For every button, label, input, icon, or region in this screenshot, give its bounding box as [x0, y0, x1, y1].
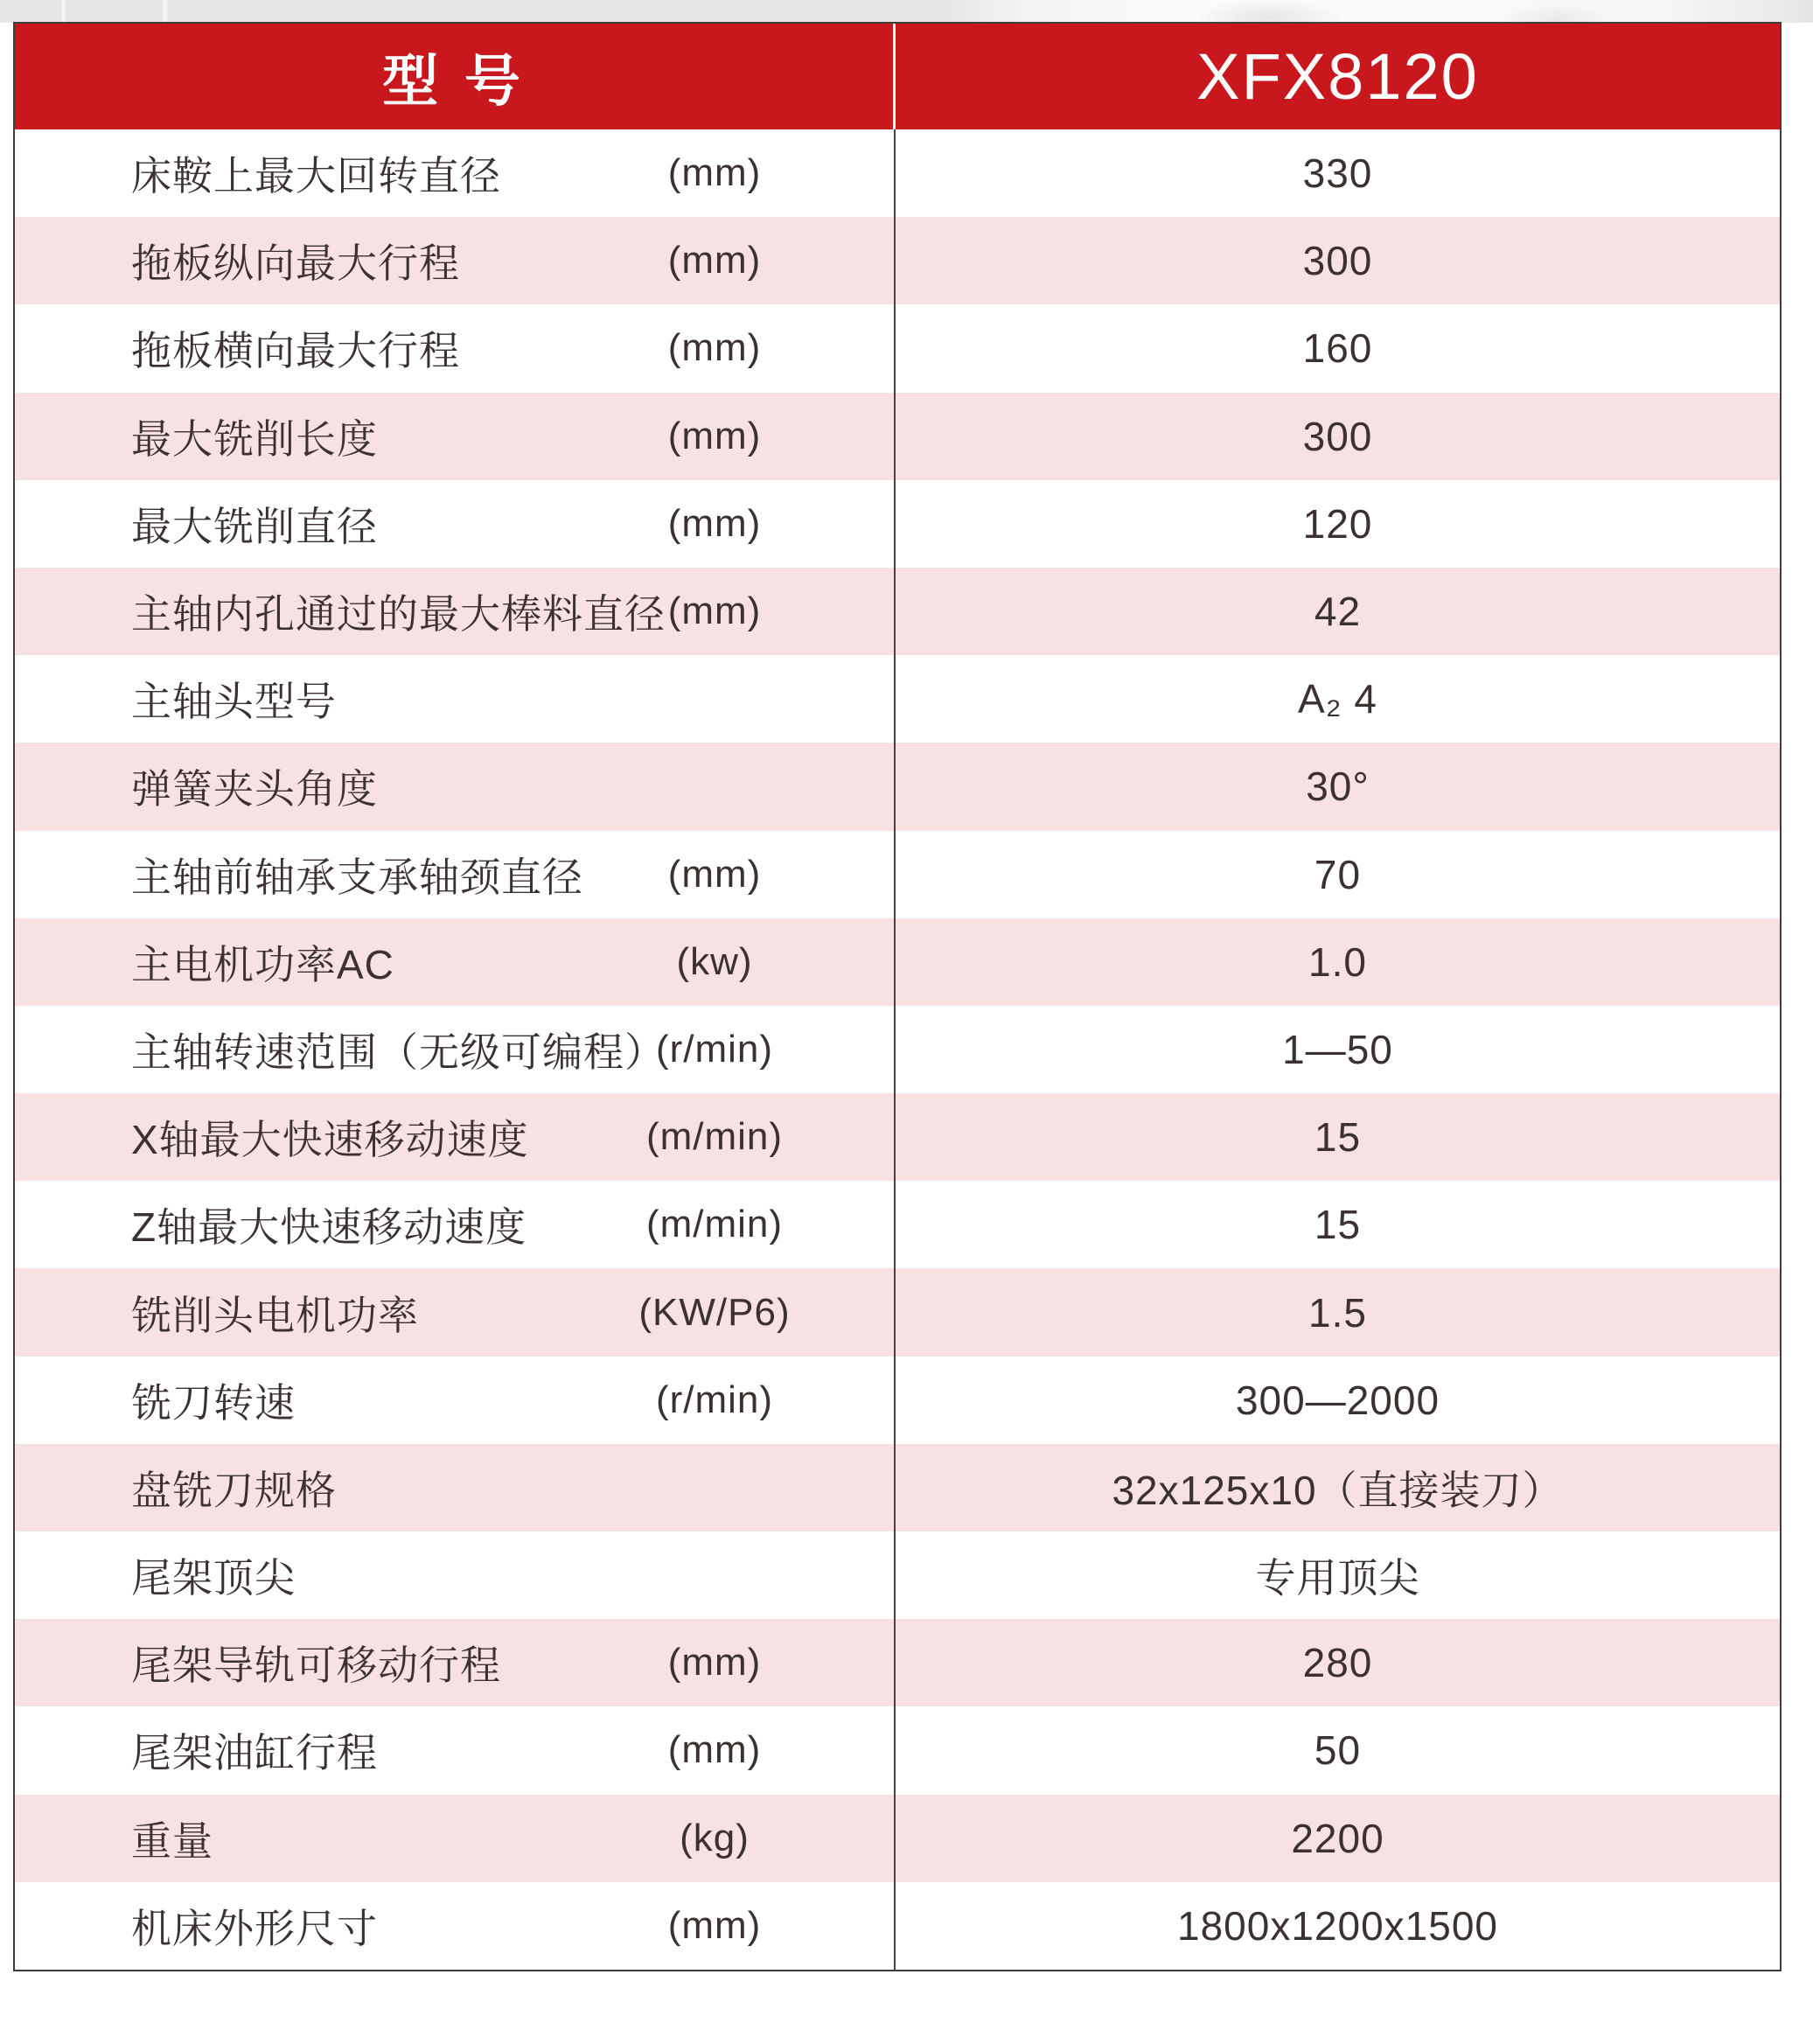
- spec-unit: (mm): [667, 1903, 762, 1947]
- spec-label: 弹簧夹头角度: [131, 766, 378, 813]
- spec-label: 主轴转速范围（无级可编程）: [131, 1029, 666, 1075]
- spec-value: 2200: [1291, 1815, 1384, 1861]
- spec-value: 280: [1302, 1640, 1373, 1686]
- spec-unit: (mm): [667, 852, 762, 896]
- spec-label: 主轴内孔通过的最大棒料直径: [131, 591, 666, 638]
- table-row: [15, 1093, 1780, 1181]
- header-model-label: 型 号: [15, 24, 896, 129]
- spec-unit: (kw): [676, 939, 753, 983]
- spec-value: 330: [1302, 150, 1373, 197]
- top-photo-strip: [0, 0, 1813, 23]
- spec-label: 机床外形尺寸: [131, 1905, 378, 1951]
- spec-unit: (mm): [667, 1728, 762, 1772]
- spec-value: 1.5: [1308, 1289, 1367, 1336]
- spec-label: 床鞍上最大回转直径: [131, 153, 501, 199]
- table-row: [15, 393, 1780, 480]
- spec-value: 300: [1302, 238, 1373, 284]
- table-row: [15, 1619, 1780, 1706]
- spec-value: 专用顶尖: [1255, 1555, 1420, 1601]
- table-row: [15, 1357, 1780, 1444]
- spec-label: 最大铣削直径: [131, 503, 378, 549]
- spec-value: 300—2000: [1235, 1377, 1440, 1423]
- spec-value: 50: [1314, 1727, 1362, 1774]
- spec-value: 15: [1314, 1202, 1362, 1248]
- spec-value: 15: [1314, 1114, 1362, 1161]
- spec-value: 160: [1302, 325, 1373, 372]
- spec-label: 拖板横向最大行程: [131, 328, 460, 374]
- table-row: [15, 918, 1780, 1006]
- table-row: [15, 304, 1780, 392]
- spec-unit: (mm): [667, 501, 762, 545]
- table-row: [15, 1795, 1780, 1882]
- spec-label: 主电机功率AC: [131, 941, 394, 987]
- spec-unit: (m/min): [645, 1203, 784, 1246]
- table-row: [15, 1444, 1780, 1531]
- spec-value: 300: [1302, 413, 1373, 459]
- spec-unit: (mm): [667, 326, 762, 370]
- table-row: [15, 655, 1780, 743]
- spec-value: 30°: [1306, 764, 1370, 810]
- spec-value: 42: [1314, 589, 1362, 635]
- spec-unit: (r/min): [655, 1027, 774, 1071]
- header-model-value: XFX8120: [1196, 40, 1479, 113]
- spec-value: 1—50: [1282, 1026, 1393, 1072]
- table-row: [15, 1181, 1780, 1268]
- spec-unit: (mm): [667, 1641, 762, 1685]
- spec-unit: (mm): [667, 151, 762, 195]
- table-row: [15, 1006, 1780, 1093]
- spec-label: 最大铣削长度: [131, 415, 378, 462]
- spec-value: 70: [1314, 851, 1362, 897]
- spec-unit: (mm): [667, 239, 762, 283]
- spec-label: 主轴头型号: [131, 679, 337, 725]
- spec-label: Z轴最大快速移动速度: [131, 1204, 527, 1251]
- spec-label: 尾架顶尖: [131, 1555, 296, 1601]
- spec-value: 1.0: [1308, 938, 1367, 985]
- spec-label: X轴最大快速移动速度: [131, 1117, 529, 1163]
- spec-value: 120: [1302, 500, 1373, 547]
- table-row: [15, 743, 1780, 830]
- spec-unit: (mm): [667, 589, 762, 633]
- spec-unit: (m/min): [645, 1115, 784, 1159]
- table-row: [15, 217, 1780, 304]
- table-row: [15, 1268, 1780, 1356]
- spec-unit: (KW/P6): [638, 1290, 791, 1334]
- spec-unit: (mm): [667, 414, 762, 457]
- table-header-row: [15, 24, 1780, 129]
- table-row: [15, 568, 1780, 655]
- spec-label: 重量: [131, 1817, 213, 1864]
- spec-value: A₂ 4: [1298, 676, 1377, 722]
- table-row: [15, 129, 1780, 217]
- table-row: [15, 1531, 1780, 1619]
- spec-value: 32x125x10（直接装刀）: [1112, 1467, 1564, 1513]
- spec-label: 尾架导轨可移动行程: [131, 1643, 501, 1689]
- spec-unit: (r/min): [655, 1378, 774, 1421]
- spec-label: 铣削头电机功率: [131, 1292, 419, 1338]
- table-row: [15, 1882, 1780, 1970]
- spec-table: [13, 22, 1782, 1971]
- spec-label: 尾架油缸行程: [131, 1730, 378, 1776]
- table-row: [15, 831, 1780, 918]
- spec-label: 铣刀转速: [131, 1379, 296, 1426]
- table-row: [15, 1706, 1780, 1794]
- spec-label: 盘铣刀规格: [131, 1467, 337, 1513]
- spec-label: 拖板纵向最大行程: [131, 241, 460, 287]
- spec-unit: (kg): [680, 1816, 750, 1859]
- spec-label: 主轴前轴承支承轴颈直径: [131, 854, 583, 900]
- spec-value: 1800x1200x1500: [1177, 1902, 1498, 1949]
- table-row: [15, 480, 1780, 568]
